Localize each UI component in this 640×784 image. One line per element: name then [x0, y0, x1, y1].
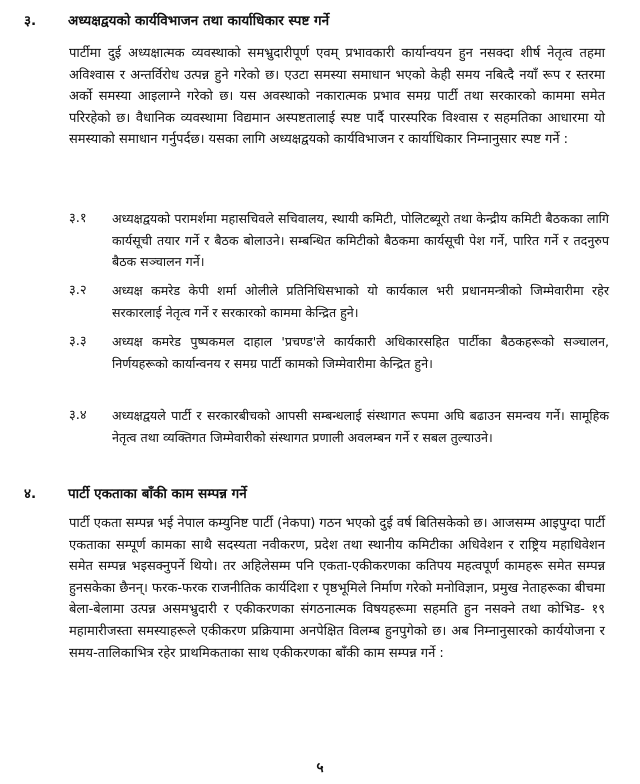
list-item-text: अध्यक्ष कमरेड पुष्पकमल दाहाल 'प्रचण्ड'ले कार्यकारी अधिकारसहित पार्टीका बैठकहरूको सञ्चालन, निर्णयहरूको कार्यान्वनय र समग्र पार्टी कामको जिम्मेवारीमा केन्द्रित हुने।	[112, 334, 609, 371]
list-item-number: ३.३	[69, 334, 87, 349]
list-item-number: ३.२	[69, 283, 87, 298]
section-3-number: ३.	[24, 13, 37, 29]
list-item-text: अध्यक्षद्वयले पार्टी र सरकारबीचको आपसी सम्बन्धलाई संस्थागत रूपमा अघि बढाउन समन्वय गर्ने। सामूहिक नेतृत्व तथा व्यक्तिगत जिम्मेवारीको संस्थागत प्रणाली अवलम्बन गर्ने र सबल तुल्याउने।	[112, 408, 609, 445]
list-item-number: ३.४	[69, 408, 87, 423]
section-4-heading	[24, 484, 247, 504]
section-4-paragraph: पार्टी एकता सम्पन्न भई नेपाल कम्युनिष्ट पार्टी (नेकपा) गठन भएको दुई वर्ष बितिसकेको छ। आजसम्म आइपुग्दा पार्टी एकताका सम्पूर्ण कामका साथै सदस्यता नवीकरण, प्रदेश तथा स्थानीय कमिटीका अधिवेशन र राष्ट्रिय महाधिवेशन समेत सम्पन्न भइसक्नुपर्ने थियो। तर अहिलेसम्म पनि एकता-एकीकरणका कतिपय महत्वपूर्ण कामहरू समेत सम्पन्न हुनसकेका छैनन्। फरक-फरक राजनीतिक कार्यदिशा र पृष्ठभूमिले निर्माण गरेको मनोविज्ञान, प्रमुख नेताहरूका बीचमा बेला-बेलामा उत्पन्न असमभ्रुदारी र एकीकरणका संगठनात्मक विषयहरूमा सहमति हुन नसक्ने तथा कोभिड- १९ महामारीजस्ता समस्याहरूले एकीकरण प्रक्रियामा अनपेक्षित विलम्ब हुनपुगेको छ। अब निम्नानुसारको कार्ययोजना र समय-तालिकाभित्र रहेर प्राथमिकताका साथ एकीकरणका बाँकी काम सम्पन्न गर्ने :	[69, 516, 606, 661]
section-4-number: ४.	[24, 486, 37, 502]
list-item-text: अध्यक्षद्वयको परामर्शमा महासचिवले सचिवालय, स्थायी कमिटी, पोलिटब्यूरो तथा केन्द्रीय कमिटी बैठकका लागि कार्यसूची तयार गर्ने र बैठक बोलाउने। सम्बन्धित कमिटीको बैठकमा कार्यसूची पेश गर्ने, पारित गर्ने र तदनुरुप बैठक सञ्चालन गर्ने।	[112, 211, 609, 270]
list-item-text: अध्यक्ष कमरेड केपी शर्मा ओलीले प्रतिनिधिसभाको यो कार्यकाल भरी प्रधानमन्त्रीको जिम्मेवारीमा रहेर सरकारलाई नेतृत्व गर्ने र सरकारको काममा केन्द्रित हुने।	[112, 283, 609, 320]
section-3-heading	[24, 11, 329, 31]
page-number: ५	[316, 760, 324, 776]
list-item-number: ३.१	[69, 211, 87, 226]
section-3-title: अध्यक्षद्वयको कार्यविभाजन तथा कार्याधिकार स्पष्ट गर्ने	[68, 13, 330, 29]
section-4-title: पार्टी एकताका बाँकी काम सम्पन्न गर्ने	[68, 486, 247, 502]
section-3-paragraph: पार्टीमा दुई अध्यक्षात्मक व्यवस्थाको समभ्रुदारीपूर्ण एवम् प्रभावकारी कार्यान्वयन हुन नसक्दा शीर्ष नेतृत्व तहमा अविश्वास र अन्तर्विरोध उत्पन्न हुने गरेको छ। एउटा समस्या समाधान भएको केही समय नबित्दै नयाँ रूप र स्तरमा अर्को समस्या आइलाग्ने गरेको छ। यस अवस्थाको नकारात्मक प्रभाव समग्र पार्टी तथा सरकारको काममा समेत परिरहेको छ। वैधानिक व्यवस्थामा विद्यमान अस्पष्टतालाई स्पष्ट पार्दै पारस्परिक विश्वास र सहमतिका आधारमा यो समस्याको समाधान गर्नुपर्दछ। यसका लागि अध्यक्षद्वयको कार्यविभाजन र कार्याधिकार निम्नानुसार स्पष्ट गर्ने :	[69, 46, 605, 148]
